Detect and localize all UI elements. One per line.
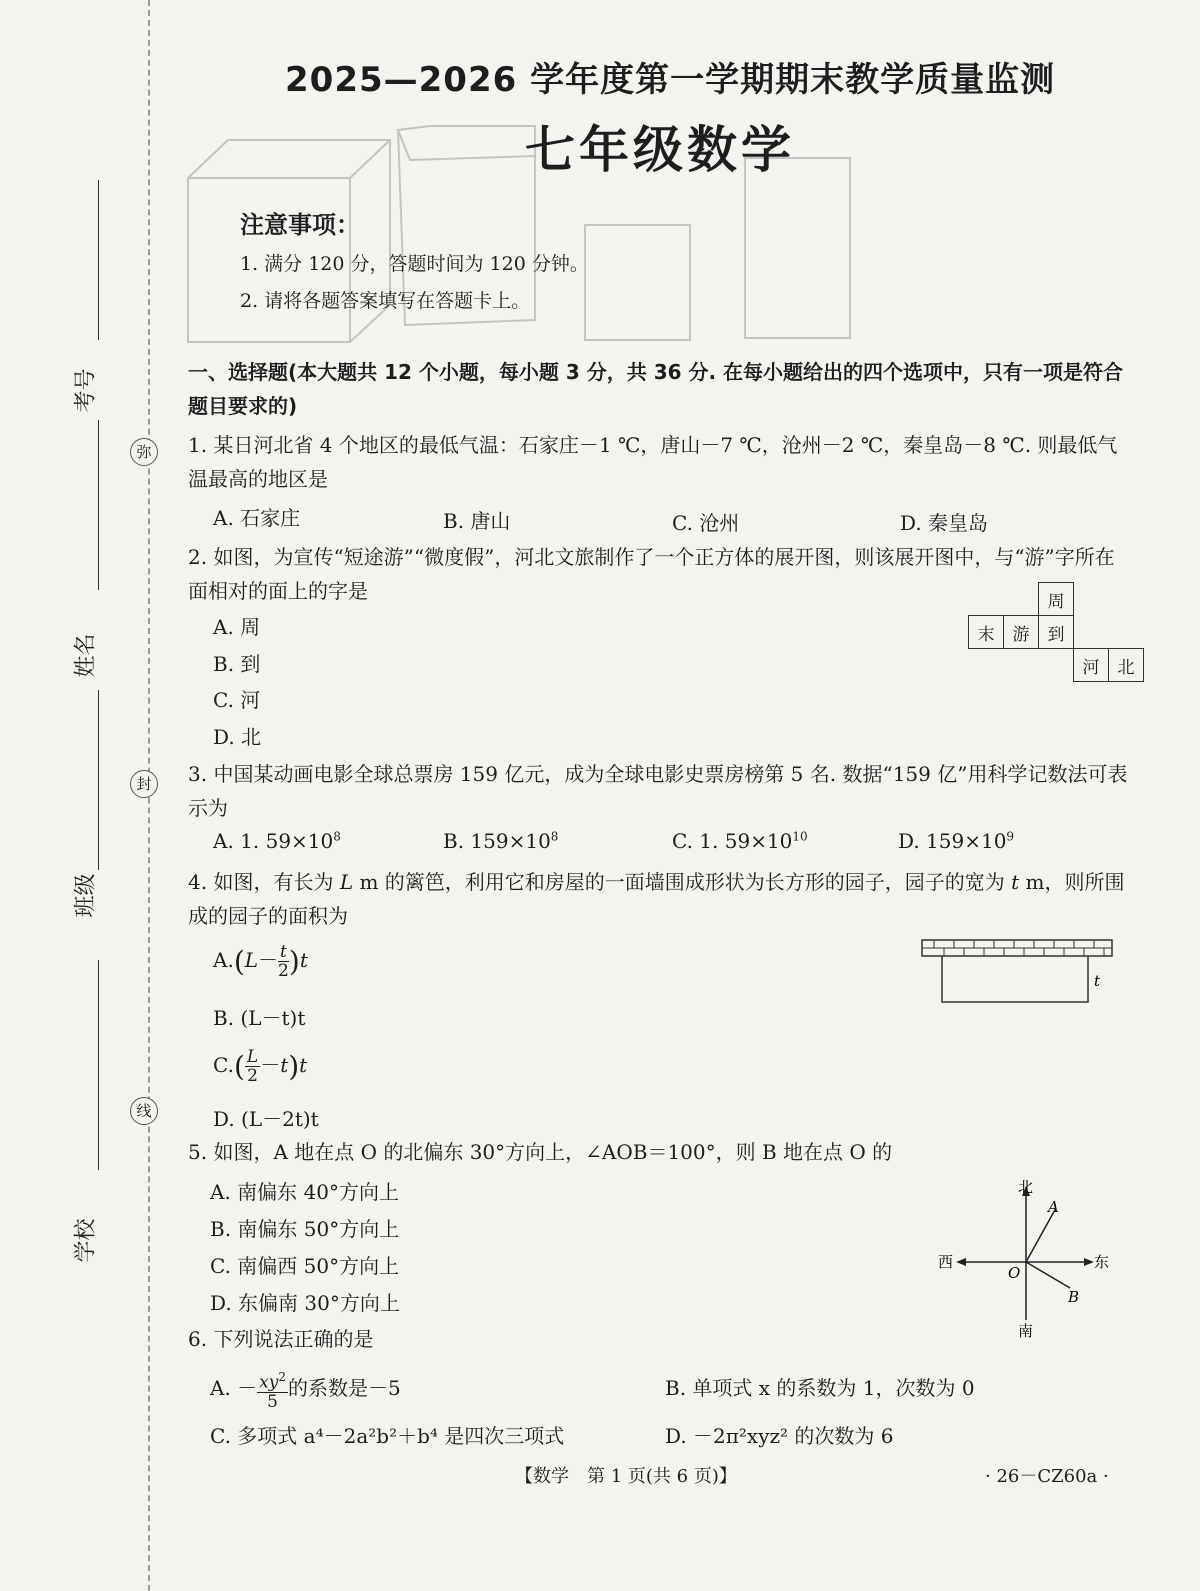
net-face-right: 到	[1039, 616, 1074, 649]
q4-option-d[interactable]: D. (L－2t)t	[213, 1107, 319, 1131]
notice-item-1: 1. 满分 120 分，答题时间为 120 分钟。	[240, 253, 589, 275]
compass-point-b: B	[1068, 1288, 1080, 1306]
exam-title: 2025—2026 学年度第一学期期末教学质量监测	[285, 60, 1056, 100]
seal-xian: 线	[130, 1097, 158, 1125]
notice-heading: 注意事项：	[240, 211, 360, 239]
question-5-stem: 5. 如图，A 地在点 O 的北偏东 30°方向上，∠AOB＝100°，则 B 地在点 O 的	[188, 1140, 893, 1164]
q2-option-b[interactable]: B. 到	[213, 652, 261, 676]
q5-option-b[interactable]: B. 南偏东 50°方向上	[210, 1217, 400, 1241]
seal-feng: 封	[130, 770, 158, 798]
paper-code: · 26－CZ60a ·	[985, 1466, 1109, 1487]
cube-net-figure	[968, 582, 1144, 682]
q6-option-c[interactable]: C. 多项式 a⁴－2a²b²＋b⁴ 是四次三项式	[210, 1424, 565, 1448]
compass-point-a: A	[1048, 1198, 1059, 1216]
q5-option-d[interactable]: D. 东偏南 30°方向上	[210, 1291, 400, 1315]
q2-option-a[interactable]: A. 周	[213, 615, 261, 639]
net-face-bei: 北	[1109, 649, 1144, 682]
compass-west: 西	[938, 1253, 954, 1271]
fence-garden-figure	[918, 938, 1118, 1008]
question-3-stem: 3. 中国某动画电影全球总票房 159 亿元，成为全球电影史票房榜第 5 名. 数据“159 亿”用科学记数法可表示为	[188, 762, 1128, 820]
question-4-stem: 4. 如图，有长为 L m 的篱笆，利用它和房屋的一面墙围成形状为长方形的园子，园子的宽为 t m，则所围成的园子的面积为	[188, 870, 1125, 928]
net-face-you: 游	[1004, 616, 1039, 649]
question-6-stem: 6. 下列说法正确的是	[188, 1327, 374, 1351]
binding-label-exam-number: 考号	[73, 368, 99, 413]
fence-width-label: t	[1094, 972, 1101, 990]
net-face-left: 末	[969, 616, 1004, 649]
notice-item-2: 2. 请将各题答案填写在答题卡上。	[240, 290, 531, 312]
compass-south: 南	[1018, 1322, 1034, 1340]
q1-option-c[interactable]: C. 沧州	[672, 511, 740, 535]
exam-number-field-lower	[98, 420, 99, 590]
q3-option-b[interactable]: B. $159\times 10^8$	[443, 829, 559, 853]
page-footer: 【数学 第 1 页(共 6 页)】	[515, 1466, 737, 1487]
q1-option-b[interactable]: B. 唐山	[443, 509, 511, 533]
question-1-stem: 1. 某日河北省 4 个地区的最低气温：石家庄－1 ℃，唐山－7 ℃，沧州－2 ℃，秦皇岛－8 ℃. 则最低气温最高的地区是	[188, 433, 1118, 491]
compass-east: 东	[1094, 1253, 1110, 1271]
section-heading: 一、选择题(本大题共 12 个小题，每小题 3 分，共 36 分. 在每小题给出的四个选项中，只有一项是符合题目要求的)	[188, 360, 1124, 418]
q5-option-a[interactable]: A. 南偏东 40°方向上	[210, 1180, 399, 1204]
q4-option-a[interactable]: A.(L－ $\frac{t}{2}$ )t	[213, 942, 308, 981]
name-field[interactable]	[98, 690, 99, 870]
q3-option-d[interactable]: D. $159\times 10^9$	[898, 829, 1015, 853]
net-face-he: 河	[1074, 649, 1109, 682]
binding-label-school: 学校	[73, 1218, 99, 1263]
seal-mi: 弥	[130, 438, 158, 466]
class-field[interactable]	[98, 960, 99, 1170]
q5-option-c[interactable]: C. 南偏西 50°方向上	[210, 1254, 400, 1278]
q4-option-c[interactable]: C.( $\frac{L}{2}$ －t)t	[213, 1047, 308, 1086]
exam-number-field[interactable]	[98, 180, 99, 340]
q4-option-b[interactable]: B. (L－t)t	[213, 1006, 306, 1030]
compass-north: 北	[1018, 1178, 1034, 1196]
q6-option-b[interactable]: B. 单项式 x 的系数为 1，次数为 0	[665, 1376, 975, 1400]
q3-option-a[interactable]: A. 1. $59\times 10^8$	[213, 829, 341, 853]
question-2-stem: 2. 如图，为宣传“短途游”“微度假”，河北文旅制作了一个正方体的展开图，则该展开图中，与“游”字所在面相对的面上的字是	[188, 545, 1115, 603]
subject-title: 七年级数学	[525, 121, 795, 179]
binding-label-name: 姓名	[73, 633, 99, 678]
compass-figure	[930, 1170, 1120, 1345]
net-face-top: 周	[1039, 583, 1074, 616]
binding-label-class: 班级	[73, 873, 99, 918]
q6-option-a[interactable]: A. － $\frac{xy^2}{5}$ 的系数是－5	[210, 1370, 401, 1412]
compass-point-o: O	[1008, 1264, 1021, 1282]
q2-option-c[interactable]: C. 河	[213, 688, 261, 712]
q1-option-a[interactable]: A. 石家庄	[213, 506, 301, 530]
q3-option-c[interactable]: C. 1. $59\times 10^{10}$	[672, 829, 808, 853]
q6-option-d[interactable]: D. －2π²xyz² 的次数为 6	[665, 1424, 894, 1448]
q1-option-d[interactable]: D. 秦皇岛	[900, 511, 989, 535]
q2-option-d[interactable]: D. 北	[213, 725, 262, 749]
